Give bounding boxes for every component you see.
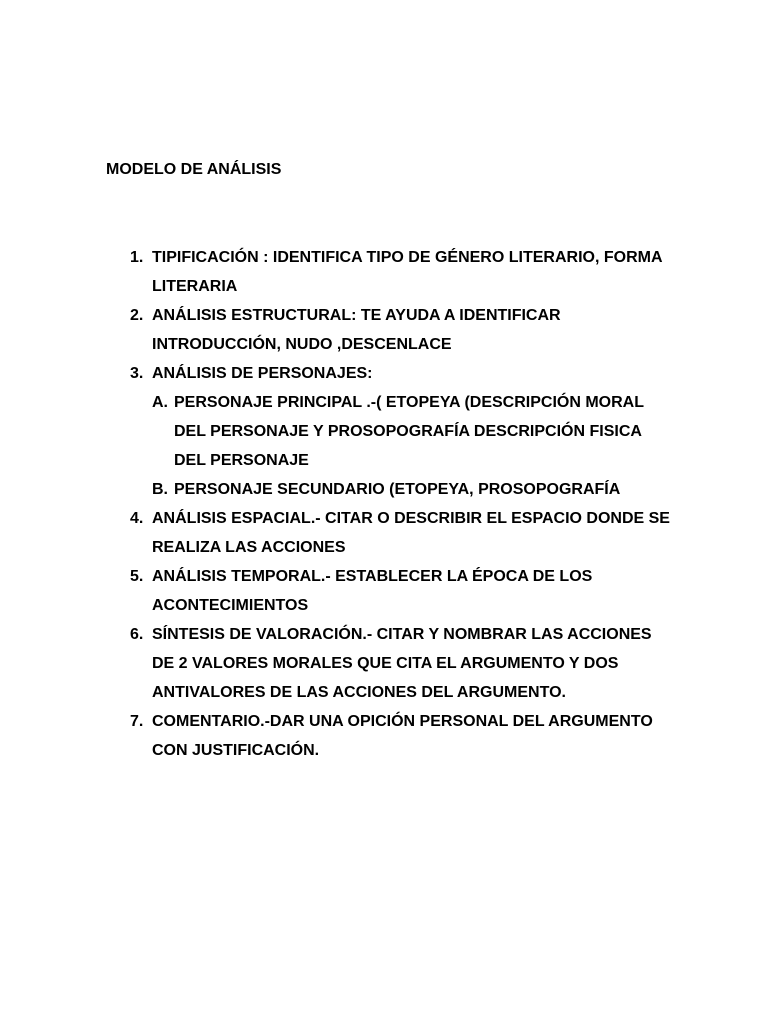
list-item-2 (0, 301, 768, 359)
list-marker: 2. (130, 307, 144, 324)
sublist-item-b (0, 475, 768, 504)
analysis-list (0, 243, 768, 765)
list-marker: 1. (130, 249, 144, 266)
list-item-6 (0, 620, 768, 707)
list-item-text: SÍNTESIS DE VALORACIÓN.- CITAR Y NOMBRAR LAS ACCIONES DE 2 VALORES MORALES QUE CITA EL ARGUMENTO Y DOS ANTIVALORES DE LAS ACCIONES DEL ARGUMENTO. (152, 626, 652, 701)
list-marker: 3. (130, 365, 144, 382)
sublist-item-text: PERSONAJE SECUNDARIO (ETOPEYA, PROSOPOGRAFÍA (174, 481, 621, 498)
list-marker: 6. (130, 626, 144, 643)
list-marker: 5. (130, 568, 144, 585)
list-item-text: ANÁLISIS TEMPORAL.- ESTABLECER LA ÉPOCA DE LOS ACONTECIMIENTOS (152, 568, 593, 614)
sublist-item-text: PERSONAJE PRINCIPAL .-( ETOPEYA (DESCRIPCIÓN MORAL DEL PERSONAJE Y PROSOPOGRAFÍA DESCRIPCIÓN FISICA DEL PERSONAJE (174, 394, 644, 469)
document-title: MODELO DE ANÁLISIS (106, 161, 282, 178)
list-item-text: COMENTARIO.-DAR UNA OPICIÓN PERSONAL DEL ARGUMENTO CON JUSTIFICACIÓN. (152, 713, 653, 759)
list-item-text: ANÁLISIS ESPACIAL.- CITAR O DESCRIBIR EL ESPACIO DONDE SE REALIZA LAS ACCIONES (152, 510, 670, 556)
list-marker: 4. (130, 510, 144, 527)
list-item-1 (0, 243, 768, 301)
list-item-3 (0, 359, 768, 504)
list-item-text: ANÁLISIS ESTRUCTURAL: TE AYUDA A IDENTIFICAR INTRODUCCIÓN, NUDO ,DESCENLACE (152, 307, 561, 353)
sublist-item-a (0, 388, 768, 475)
characters-sublist (0, 388, 768, 504)
sublist-marker: A. (152, 394, 168, 411)
list-item-4 (0, 504, 768, 562)
list-item-text: ANÁLISIS DE PERSONAJES: (152, 365, 373, 382)
sublist-marker: B. (152, 481, 168, 498)
list-item-text: TIPIFICACIÓN : IDENTIFICA TIPO DE GÉNERO LITERARIO, FORMA LITERARIA (152, 249, 662, 295)
list-item-5 (0, 562, 768, 620)
list-marker: 7. (130, 713, 144, 730)
list-item-7 (0, 707, 768, 765)
